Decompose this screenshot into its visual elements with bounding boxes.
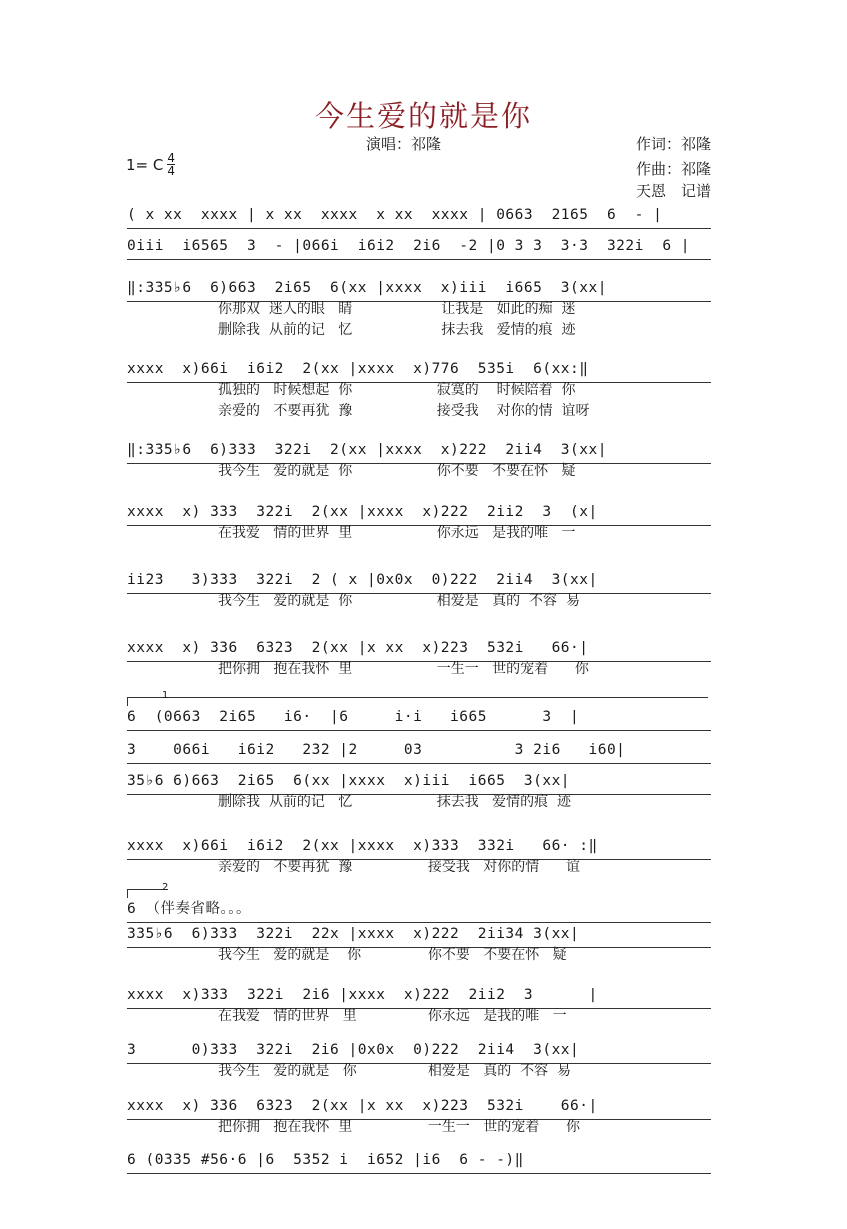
beam-line xyxy=(127,228,711,229)
notation-row xyxy=(127,500,711,524)
lyric-line: 亲爱的 不要再犹 豫 接受我 对你的情 谊 xyxy=(218,859,580,875)
lyric-line: 你那双 迷人的眼 睛 让我是 如此的痴 迷 xyxy=(218,301,576,317)
notation-row xyxy=(127,438,711,462)
notation-row xyxy=(127,738,711,762)
lyric-line: 我今生 爱的就是 你 你不要 不要在怀 疑 xyxy=(218,947,567,963)
jianpu-notes: ‖:335♭6 6)663 2i65 6(xx |xxxx x)iii i665 3(xx| xyxy=(127,280,607,296)
beam-line xyxy=(127,763,711,764)
beam-line xyxy=(127,259,711,260)
lyric-line: 孤独的 时候想起 你 寂寞的 时候陪着 你 xyxy=(218,382,576,398)
lyric-line: 把你拥 抱在我怀 里 一生一 世的宠着 你 xyxy=(218,661,589,677)
lyricist-credit: 作词：祁隆 xyxy=(636,135,712,153)
jianpu-notes: 3 066i i6i2 232 |2 03 3 2i6 i60| xyxy=(127,742,626,758)
beam-line xyxy=(127,1173,711,1174)
jianpu-notes: xxxx x)66i i6i2 2(xx |xxxx x)776 535i 6(xx:‖ xyxy=(127,361,589,377)
jianpu-notes: xxxx x) 333 322i 2(xx |xxxx x)222 2ii2 3 (x| xyxy=(127,504,598,520)
jianpu-notes: ( x xx xxxx | x xx xxxx x xx xxxx | 0663 2165 6 - | xyxy=(127,207,663,223)
transcriber-credit: 天恩 记谱 xyxy=(636,182,712,200)
lyric-line: 我今生 爱的就是 你 相爱是 真的 不容 易 xyxy=(218,593,580,609)
song-title: 今生爱的就是你 xyxy=(314,99,532,133)
lyric-line: 把你拥 抱在我怀 里 一生一 世的宠着 你 xyxy=(218,1119,580,1135)
key-label: 1= C xyxy=(126,155,164,174)
jianpu-notes: xxxx x) 336 6323 2(xx |x xx x)223 532i 66·| xyxy=(127,640,589,656)
time-beat-unit: 4 xyxy=(167,164,175,178)
notation-row xyxy=(127,690,711,729)
jianpu-notes: 3 0)333 322i 2i6 |0x0x 0)222 2ii4 3(xx| xyxy=(127,1042,580,1058)
jianpu-notes: 6 (0663 2i65 i6· |6 i·i i665 3 | xyxy=(127,709,580,725)
notation-row xyxy=(127,922,711,946)
jianpu-notes: ‖:335♭6 6)333 322i 2(xx |xxxx x)222 2ii4 3(xx| xyxy=(127,442,607,458)
jianpu-notes: 6 （伴奏省略。。。 xyxy=(127,901,251,917)
key-signature xyxy=(126,152,175,177)
jianpu-notes: 0iii i6565 3 - |066i i6i2 2i6 -2 |0 3 3 3·3 322i 6 | xyxy=(127,238,691,254)
notation-row xyxy=(127,1038,711,1062)
composer-credit: 作曲：祁隆 xyxy=(636,160,712,178)
jianpu-notes: 335♭6 6)333 322i 22x |xxxx x)222 2ii34 3(xx| xyxy=(127,926,580,942)
notation-row xyxy=(127,203,711,227)
lyric-line: 在我爱 情的世界 里 你永远 是我的唯 一 xyxy=(218,525,576,541)
jianpu-notes: ii23 3)333 322i 2 ( x |0x0x 0)222 2ii4 3(xx| xyxy=(127,572,598,588)
notation-row xyxy=(127,276,711,300)
lyric-line: 在我爱 情的世界 里 你永远 是我的唯 一 xyxy=(218,1008,567,1024)
volta-number: 1 xyxy=(162,690,169,701)
jianpu-notes: xxxx x)333 322i 2i6 |xxxx x)222 2ii2 3 | xyxy=(127,987,598,1003)
lyric-line: 我今生 爱的就是 你 你不要 不要在怀 疑 xyxy=(218,463,576,479)
notation-row xyxy=(127,357,711,381)
singer-credit: 演唱：祁隆 xyxy=(366,135,442,153)
notation-row xyxy=(127,636,711,660)
jianpu-notes: 35♭6 6)663 2i65 6(xx |xxxx x)iii i665 3(xx| xyxy=(127,773,571,789)
notation-row xyxy=(127,234,711,258)
notation-row xyxy=(127,983,711,1007)
lyric-line: 亲爱的 不要再犹 豫 接受我 对你的情 谊呀 xyxy=(218,403,590,419)
notation-row xyxy=(127,834,711,858)
volta-number: 2 xyxy=(162,882,169,893)
time-beats: 4 xyxy=(167,151,175,165)
beam-line xyxy=(127,730,711,731)
notation-row xyxy=(127,1094,711,1118)
notation-row xyxy=(127,769,711,793)
lyric-line: 删除我 从前的记 忆 抹去我 爱情的痕 迹 xyxy=(218,794,572,810)
notation-row xyxy=(127,882,711,921)
time-signature xyxy=(167,152,175,177)
jianpu-notes: xxxx x)66i i6i2 2(xx |xxxx x)333 332i 66· :‖ xyxy=(127,838,598,854)
notation-row xyxy=(127,568,711,592)
jianpu-notes: xxxx x) 336 6323 2(xx |x xx x)223 532i 66·| xyxy=(127,1098,598,1114)
lyric-line: 删除我 从前的记 忆 抹去我 爱情的痕 迹 xyxy=(218,322,576,338)
lyric-line: 我今生 爱的就是 你 相爱是 真的 不容 易 xyxy=(218,1063,572,1079)
jianpu-notes: 6 (0335 #56·6 |6 5352 i i652 |i6 6 - -)‖ xyxy=(127,1152,524,1168)
notation-row xyxy=(127,1148,711,1172)
